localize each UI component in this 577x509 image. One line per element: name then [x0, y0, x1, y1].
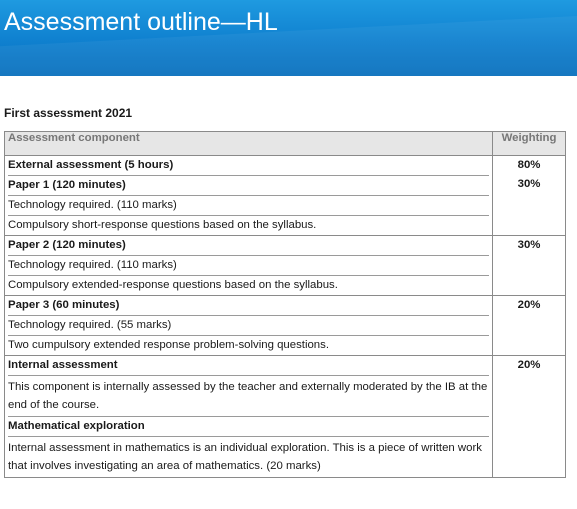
- component-column-header: Assessment component: [5, 132, 493, 156]
- component-cell: [5, 156, 493, 236]
- weighting-cell: [493, 356, 566, 478]
- component-heading: External assessment (5 hours): [8, 156, 489, 176]
- component-description: Technology required. (110 marks): [8, 196, 489, 216]
- table-row: [5, 156, 566, 236]
- table-header-row: [5, 132, 566, 156]
- weighting-cell: [493, 156, 566, 236]
- component-description: Technology required. (110 marks): [8, 256, 489, 276]
- component-description: Internal assessment in mathematics is an individual exploration. This is a piece of written work that involves investigating an area of mathematics. (20 marks): [8, 442, 482, 472]
- component-heading: Paper 2 (120 minutes): [8, 236, 489, 256]
- component-cell: [5, 296, 493, 356]
- section-subtitle: First assessment 2021: [4, 106, 133, 120]
- page-title: Assessment outline—HL: [4, 8, 278, 36]
- weighting-value: 80%: [517, 159, 541, 171]
- component-description: Technology required. (55 marks): [8, 316, 489, 336]
- component-description: Compulsory extended-response questions based on the syllabus.: [8, 279, 338, 291]
- component-description: Two cumpulsory extended response problem-solving questions.: [8, 339, 330, 351]
- weighting-value: 30%: [517, 178, 541, 190]
- header-banner: [0, 0, 577, 76]
- table-body: [5, 156, 566, 478]
- weighting-value: 20%: [517, 299, 541, 311]
- table-row: [5, 236, 566, 296]
- component-description: This component is internally assessed by the teacher and externally moderated by the IB at the end of the course.: [8, 376, 489, 417]
- component-heading: Paper 1 (120 minutes): [8, 176, 489, 196]
- weighting-cell: [493, 296, 566, 356]
- table-row: [5, 296, 566, 356]
- weighting-cell: [493, 236, 566, 296]
- component-heading: Internal assessment: [8, 356, 489, 376]
- component-description: Compulsory short-response questions based on the syllabus.: [8, 219, 317, 231]
- table-row: [5, 356, 566, 478]
- assessment-table: [4, 131, 566, 478]
- weighting-value: 30%: [517, 239, 541, 251]
- component-cell: [5, 356, 493, 478]
- component-cell: [5, 236, 493, 296]
- component-heading: Paper 3 (60 minutes): [8, 296, 489, 316]
- weighting-column-header: Weighting: [493, 132, 566, 156]
- component-heading: Mathematical exploration: [8, 417, 489, 437]
- weighting-value: 20%: [517, 359, 541, 371]
